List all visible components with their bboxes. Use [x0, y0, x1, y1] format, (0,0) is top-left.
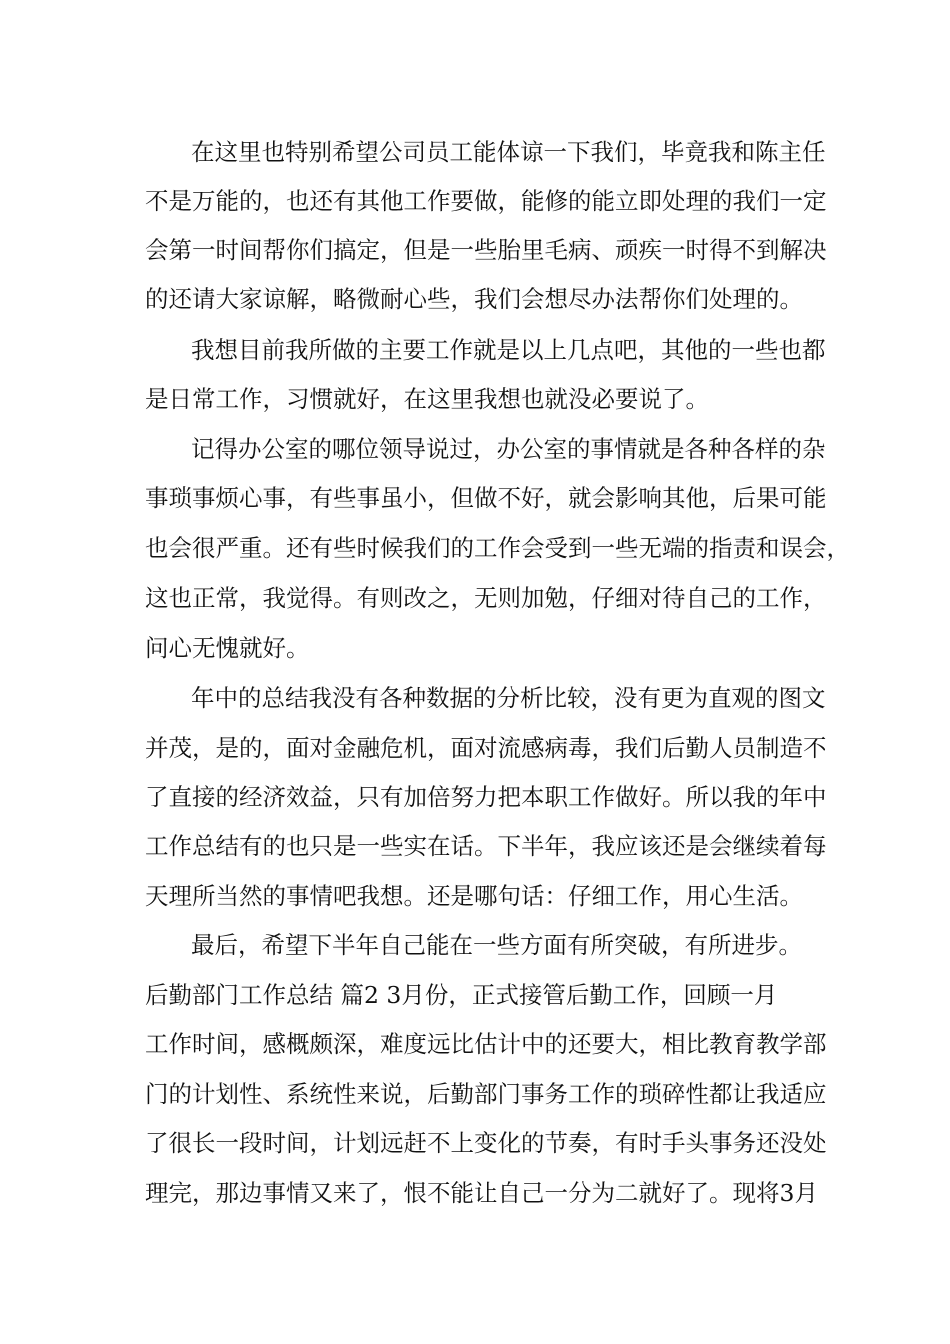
text-line: 工作总结有的也只是一些实在话。下半年，我应该还是会继续着每 [145, 832, 827, 860]
text-line: 在这里也特别希望公司员工能体谅一下我们，毕竟我和陈主任 [191, 138, 826, 166]
text-line: 年中的总结我没有各种数据的分析比较，没有更为直观的图文 [191, 684, 826, 712]
text-line: 记得办公室的哪位领导说过，办公室的事情就是各种各样的杂 [191, 435, 826, 463]
text-line: 我想目前我所做的主要工作就是以上几点吧，其他的一些也都 [191, 336, 826, 364]
text-line: 了很长一段时间，计划远赶不上变化的节奏，有时手头事务还没处 [145, 1129, 827, 1157]
text-line: 工作时间，感概颇深，难度远比估计中的还要大，相比教育教学部 [145, 1030, 827, 1058]
text-line: 并茂，是的，面对金融危机，面对流感病毒，我们后勤人员制造不 [145, 734, 827, 762]
text-line: 问心无愧就好。 [145, 634, 310, 662]
text-line: 最后，希望下半年自己能在一些方面有所突破，有所进步。 [191, 931, 802, 959]
text-line: 会第一时间帮你们搞定，但是一些胎里毛病、顽疾一时得不到解决 [145, 236, 827, 264]
text-line: 天理所当然的事情吧我想。还是哪句话：仔细工作，用心生活。 [145, 882, 803, 910]
text-line: 门的计划性、系统性来说，后勤部门事务工作的琐碎性都让我适应 [145, 1080, 827, 1108]
text-line: 的还请大家谅解，略微耐心些，我们会想尽办法帮你们处理的。 [145, 285, 803, 313]
text-line: 也会很严重。还有些时候我们的工作会受到一些无端的指责和误会， [145, 534, 850, 562]
text-line: 是日常工作，习惯就好，在这里我想也就没必要说了。 [145, 385, 709, 413]
text-line: 理完，那边事情又来了，恨不能让自己一分为二就好了。现将3月 [145, 1179, 818, 1207]
text-line: 事琐事烦心事，有些事虽小，但做不好，就会影响其他，后果可能 [145, 484, 827, 512]
text-line: 了直接的经济效益，只有加倍努力把本职工作做好。所以我的年中 [145, 783, 827, 811]
section-heading-line: 后勤部门工作总结 篇2 3月份，正式接管后勤工作，回顾一月 [145, 981, 778, 1009]
text-line: 不是万能的，也还有其他工作要做，能修的能立即处理的我们一定 [145, 187, 827, 215]
text-line: 这也正常，我觉得。有则改之，无则加勉，仔细对待自己的工作， [145, 584, 827, 612]
